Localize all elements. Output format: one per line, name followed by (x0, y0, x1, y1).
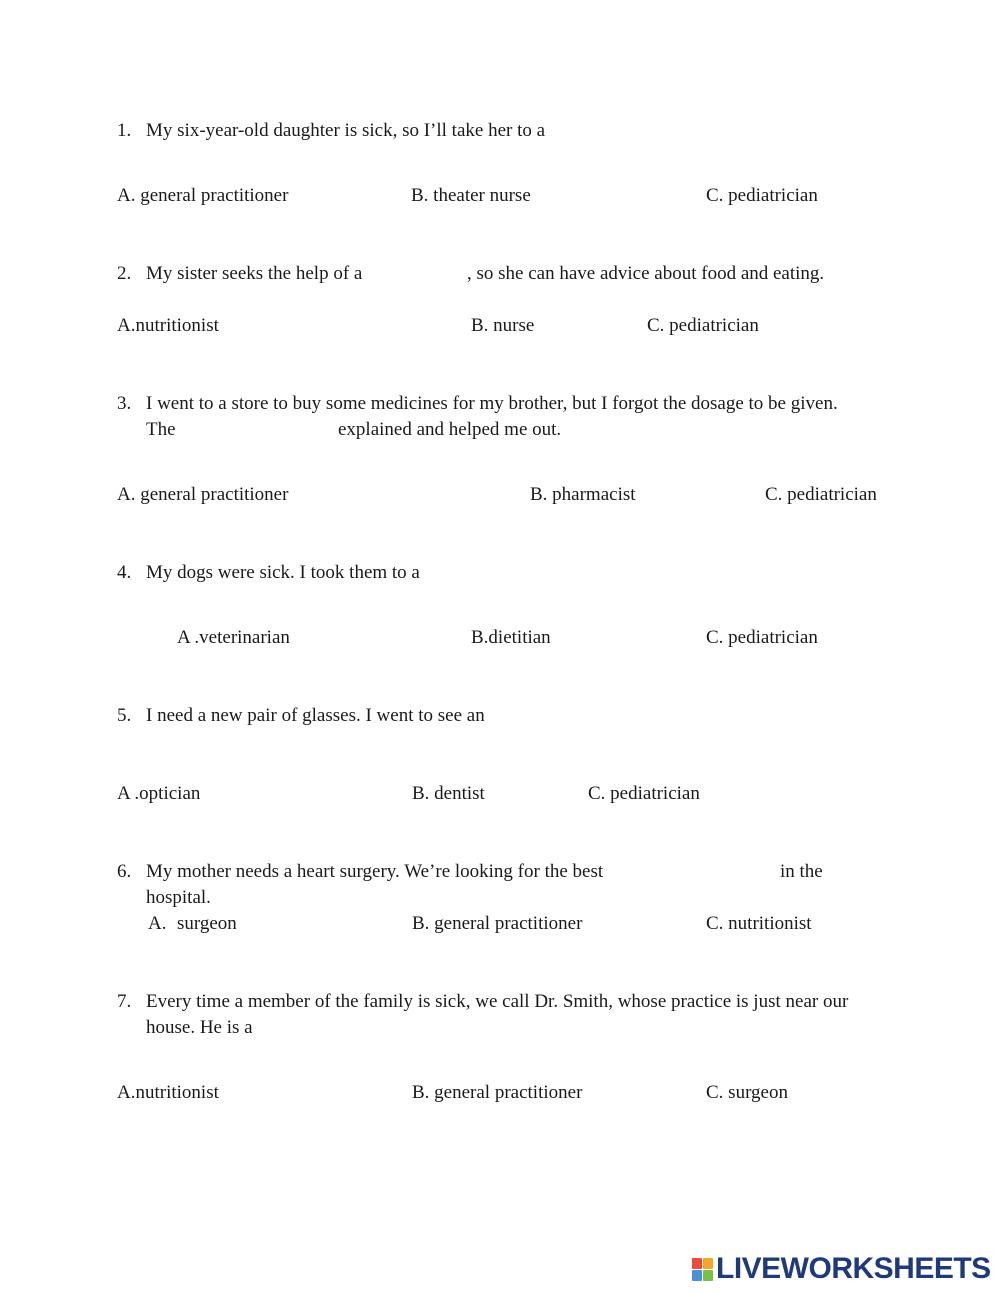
question-3-text-line1: I went to a store to buy some medicines for my brother, but I forgot the dosage to be given. (146, 393, 838, 414)
question-7-option-c[interactable]: C. surgeon (706, 1082, 788, 1103)
question-2-option-b[interactable]: B. nurse (471, 315, 535, 336)
question-5-number: 5. (117, 705, 132, 726)
question-3-text-line2-after: explained and helped me out. (338, 419, 562, 440)
question-6-option-a-letter[interactable]: A. (148, 913, 167, 934)
logo-wordmark: LIVEWORKSHEETS (716, 1252, 991, 1285)
question-2-number: 2. (117, 263, 132, 284)
liveworksheets-logo (692, 1254, 991, 1284)
question-1-number: 1. (117, 120, 132, 141)
question-4-option-b[interactable]: B.dietitian (471, 627, 551, 648)
question-6-text-before: My mother needs a heart surgery. We’re looking for the best (146, 861, 604, 882)
question-5-option-a[interactable]: A .optician (117, 783, 201, 804)
question-7-text-line2: house. He is a (146, 1017, 253, 1038)
question-4-option-a[interactable]: A .veterinarian (177, 627, 290, 648)
question-7-text-line1: Every time a member of the family is sick, we call Dr. Smith, whose practice is just near our (146, 991, 849, 1012)
question-5-option-b[interactable]: B. dentist (412, 783, 485, 804)
question-3-number: 3. (117, 393, 132, 414)
question-1-option-a[interactable]: A. general practitioner (117, 185, 289, 206)
question-3-option-c[interactable]: C. pediatrician (765, 484, 877, 505)
logo-tiles-icon (692, 1258, 713, 1281)
question-7-option-b[interactable]: B. general practitioner (412, 1082, 583, 1103)
logo-tile (692, 1258, 702, 1269)
question-7-number: 7. (117, 991, 132, 1012)
question-6-option-a[interactable]: surgeon (177, 913, 237, 934)
question-4-option-c[interactable]: C. pediatrician (706, 627, 818, 648)
question-2-option-c[interactable]: C. pediatrician (647, 315, 759, 336)
question-3-option-a[interactable]: A. general practitioner (117, 484, 289, 505)
question-5-option-c[interactable]: C. pediatrician (588, 783, 700, 804)
question-6-text-after: in the (780, 861, 823, 882)
question-2-text-after: , so she can have advice about food and eating. (467, 263, 825, 284)
question-2-option-a[interactable]: A.nutritionist (117, 315, 219, 336)
question-1-text: My six-year-old daughter is sick, so I’ll take her to a (146, 120, 546, 141)
question-4-number: 4. (117, 562, 132, 583)
question-4-text: My dogs were sick. I took them to a (146, 562, 420, 583)
question-3-text-line2-before: The (146, 419, 176, 440)
logo-tile (703, 1270, 713, 1281)
question-6-text-line2: hospital. (146, 887, 211, 908)
logo-tile (703, 1258, 713, 1269)
question-6-number: 6. (117, 861, 132, 882)
question-6-option-b[interactable]: B. general practitioner (412, 913, 583, 934)
question-7-option-a[interactable]: A.nutritionist (117, 1082, 219, 1103)
logo-tile (692, 1270, 702, 1281)
question-5-text: I need a new pair of glasses. I went to see an (146, 705, 485, 726)
question-1-option-b[interactable]: B. theater nurse (411, 185, 531, 206)
question-1-option-c[interactable]: C. pediatrician (706, 185, 818, 206)
question-3-option-b[interactable]: B. pharmacist (530, 484, 636, 505)
question-2-text-before: My sister seeks the help of a (146, 263, 363, 284)
question-6-option-c[interactable]: C. nutritionist (706, 913, 812, 934)
